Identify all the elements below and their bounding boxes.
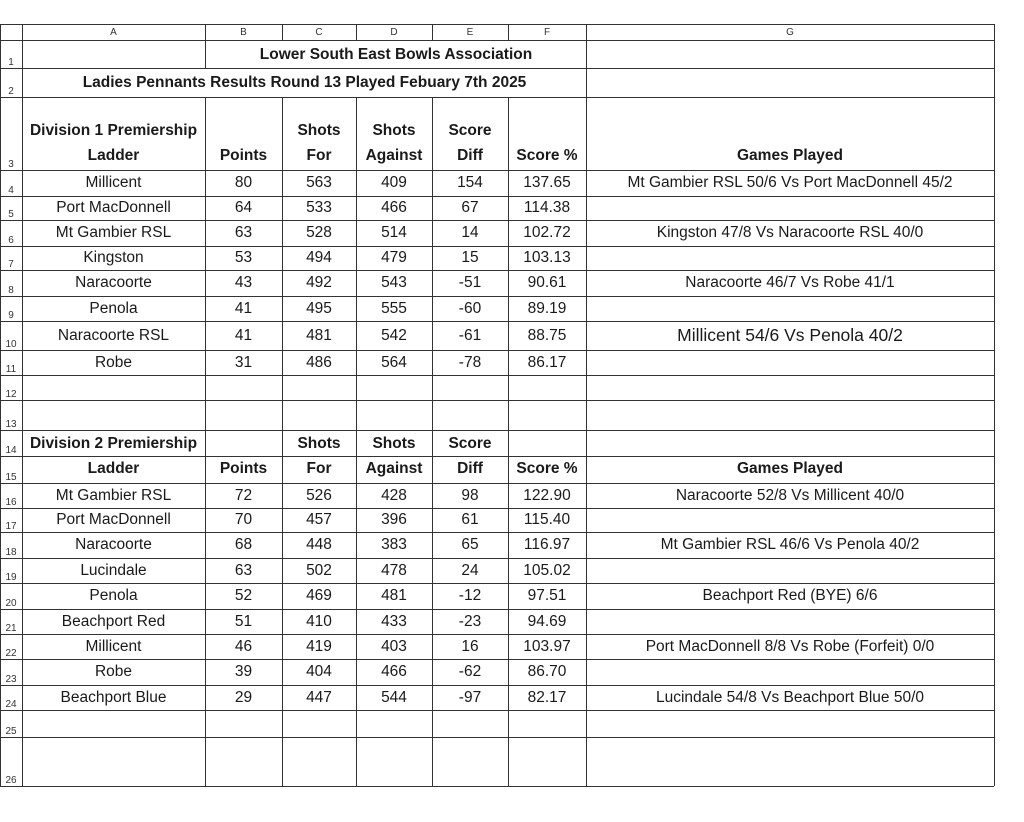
team-shots-for: 533 [306, 199, 332, 216]
row-header: 9 [8, 310, 14, 321]
column-header-c: C [315, 26, 323, 38]
row-header: 8 [8, 285, 14, 296]
col-score-diff-header [432, 435, 508, 483]
row-header: 16 [5, 497, 17, 508]
team-points: 68 [234, 536, 253, 553]
team-shots-for: 502 [306, 561, 332, 579]
grid-hline [0, 786, 994, 787]
team-name: Naracoorte [75, 536, 152, 553]
team-name: Mt Gambier RSL [55, 486, 172, 504]
col-points-header [205, 456, 282, 483]
team-name: Naracoorte [75, 274, 152, 291]
row-header: 3 [8, 159, 14, 170]
col-shots-for-header-line1: Shots [297, 435, 341, 452]
game-result: Kingston 47/8 Vs Naracoorte RSL 40/0 [656, 224, 924, 241]
grid-hline [0, 710, 994, 711]
col-score-diff-header-line1: Score [448, 435, 492, 452]
team-score-diff: 98 [461, 486, 479, 504]
team-shots-against: 403 [381, 637, 407, 655]
team-points: 29 [234, 688, 253, 706]
game-result: Naracoorte 52/8 Vs Millicent 40/0 [675, 486, 905, 504]
col-shots-against-header-line1: Shots [372, 122, 416, 139]
team-shots-against: 543 [381, 274, 407, 291]
grid-hline [0, 737, 994, 738]
games-played-header [586, 456, 994, 483]
team-score-diff: -78 [458, 353, 482, 371]
games-played-header-line2: Games Played [737, 147, 843, 164]
team-points: 63 [234, 561, 253, 579]
team-points: 63 [234, 224, 253, 241]
team-score-pct: 116.97 [523, 536, 571, 553]
row-header: 24 [5, 699, 17, 710]
team-shots-for: 404 [306, 663, 332, 680]
game-result: Millicent 54/6 Vs Penola 40/2 [677, 325, 903, 345]
team-name: Mt Gambier RSL [55, 224, 172, 241]
team-score-diff: 14 [461, 224, 479, 241]
team-score-pct: 103.97 [523, 637, 571, 655]
col-score-pct-header [508, 97, 586, 170]
team-score-pct: 94.69 [527, 612, 567, 630]
team-score-pct: 97.51 [527, 587, 567, 604]
team-score-diff: 154 [457, 174, 483, 191]
team-shots-against: 479 [381, 249, 407, 266]
sheet-title: Lower South East Bowls Association [206, 41, 586, 68]
col-shots-for-header-line2: For [306, 147, 332, 164]
team-points: 80 [234, 174, 253, 191]
col-score-pct-header-line2: Score % [516, 460, 578, 477]
row-header: 22 [5, 648, 17, 659]
team-shots-against: 428 [381, 486, 407, 504]
team-points: 52 [234, 587, 253, 604]
team-score-diff: -61 [458, 326, 482, 344]
team-points: 72 [234, 486, 253, 504]
row-header: 11 [5, 364, 17, 375]
team-score-diff: 65 [461, 536, 479, 553]
team-shots-against: 433 [381, 612, 407, 630]
game-result: Lucindale 54/8 Vs Beachport Blue 50/0 [656, 688, 924, 706]
col-shots-for-header [282, 97, 356, 170]
col-score-pct-header [508, 456, 586, 483]
team-shots-for: 447 [306, 688, 332, 706]
team-name: Penola [89, 587, 138, 604]
game-result: Mt Gambier RSL 46/6 Vs Penola 40/2 [660, 536, 920, 553]
team-name: Robe [94, 353, 133, 371]
col-score-pct-header-line2: Score % [516, 147, 578, 164]
column-header-a: A [110, 26, 117, 38]
team-shots-for: 419 [306, 637, 332, 655]
col-shots-for-header-line1: Shots [297, 122, 341, 139]
team-points: 70 [234, 511, 253, 528]
team-score-pct: 86.17 [527, 353, 567, 371]
team-score-pct: 114.38 [523, 199, 571, 216]
team-score-pct: 89.19 [527, 299, 567, 317]
team-score-diff: 16 [461, 637, 479, 655]
team-shots-for: 486 [306, 353, 332, 371]
division-heading-line1: Division 1 Premiership [29, 122, 198, 139]
team-score-diff: -23 [458, 612, 482, 630]
team-shots-against: 542 [381, 326, 407, 344]
division-heading-line2: Ladder [87, 460, 140, 477]
division-heading [22, 97, 205, 170]
team-shots-for: 494 [306, 249, 332, 266]
team-points: 31 [234, 353, 253, 371]
sheet-subtitle: Ladies Pennants Results Round 13 Played Febuary 7th 2025 [23, 69, 586, 97]
team-score-pct: 122.90 [523, 486, 571, 504]
col-points-header-line2: Points [219, 460, 268, 477]
team-shots-for: 481 [306, 326, 332, 344]
team-score-pct: 105.02 [523, 561, 571, 579]
team-name: Kingston [83, 249, 144, 266]
grid-vline [994, 24, 995, 786]
row-header: 10 [5, 339, 17, 350]
col-shots-for-header [282, 435, 356, 483]
team-points: 46 [234, 637, 253, 655]
games-played-header-line2: Games Played [737, 460, 843, 477]
game-result: Port MacDonnell 8/8 Vs Robe (Forfeit) 0/0 [645, 637, 935, 655]
team-score-pct: 86.70 [527, 663, 567, 680]
col-score-diff-header-line2: Diff [457, 147, 483, 164]
team-name: Port MacDonnell [56, 199, 171, 216]
team-shots-for: 469 [306, 587, 332, 604]
team-shots-against: 396 [381, 511, 407, 528]
team-score-pct: 90.61 [527, 274, 567, 291]
team-score-diff: 15 [461, 249, 479, 266]
col-shots-against-header [356, 435, 432, 483]
col-score-diff-header-line2: Diff [457, 460, 483, 477]
row-header: 20 [5, 598, 17, 609]
game-result: Mt Gambier RSL 50/6 Vs Port MacDonnell 45/2 [627, 174, 953, 191]
team-score-diff: -60 [458, 299, 482, 317]
team-points: 53 [234, 249, 253, 266]
division-heading [22, 435, 205, 483]
col-shots-against-header-line2: Against [365, 147, 423, 164]
row-header: 14 [5, 445, 17, 456]
division-heading-line1: Division 2 Premiership [29, 435, 198, 452]
team-shots-for: 448 [306, 536, 332, 553]
team-score-pct: 115.40 [523, 511, 571, 528]
col-points-header [205, 97, 282, 170]
division-heading-line2: Ladder [87, 147, 140, 164]
row-header: 1 [8, 57, 14, 68]
col-score-diff-header [432, 97, 508, 170]
column-header-g: G [786, 26, 794, 38]
team-score-diff: 24 [461, 561, 479, 579]
grid-hline [0, 375, 994, 376]
team-shots-for: 526 [306, 486, 332, 504]
team-name: Robe [94, 663, 133, 680]
row-header: 23 [5, 674, 17, 685]
team-points: 43 [234, 274, 253, 291]
row-header: 19 [5, 572, 17, 583]
team-score-diff: -62 [458, 663, 482, 680]
col-shots-against-header-line2: Against [365, 460, 423, 477]
row-header: 25 [5, 726, 17, 737]
row-header: 13 [5, 419, 17, 430]
col-shots-against-header [356, 97, 432, 170]
team-points: 41 [234, 326, 253, 344]
grid-hline [0, 400, 994, 401]
team-shots-against: 478 [381, 561, 407, 579]
team-score-pct: 102.72 [523, 224, 571, 241]
col-shots-for-header-line2: For [306, 460, 332, 477]
team-shots-against: 383 [381, 536, 407, 553]
team-shots-against: 555 [381, 299, 407, 317]
team-shots-against: 481 [381, 587, 407, 604]
team-shots-for: 563 [306, 174, 332, 191]
team-score-diff: -51 [458, 274, 482, 291]
row-header: 2 [8, 86, 14, 97]
team-score-diff: 61 [461, 511, 479, 528]
column-header-d: D [390, 26, 398, 38]
team-name: Beachport Blue [60, 688, 167, 706]
row-header: 21 [5, 623, 17, 634]
team-shots-for: 457 [306, 511, 332, 528]
team-score-pct: 82.17 [527, 688, 567, 706]
col-points-header-line2: Points [219, 147, 268, 164]
game-result: Naracoorte 46/7 Vs Robe 41/1 [685, 274, 895, 291]
row-header: 15 [5, 472, 17, 483]
team-score-diff: 67 [461, 199, 479, 216]
row-header: 18 [5, 547, 17, 558]
row-header: 17 [5, 521, 17, 532]
team-score-pct: 103.13 [523, 249, 571, 266]
team-name: Lucindale [80, 561, 147, 579]
row-header: 26 [5, 775, 17, 786]
team-shots-against: 544 [381, 688, 407, 706]
team-name: Port MacDonnell [56, 511, 171, 528]
team-shots-against: 514 [381, 224, 407, 241]
row-header: 6 [8, 235, 14, 246]
row-header: 12 [5, 389, 17, 400]
team-shots-against: 466 [381, 199, 407, 216]
game-result: Beachport Red (BYE) 6/6 [702, 587, 878, 604]
team-points: 64 [234, 199, 253, 216]
row-header: 7 [8, 259, 14, 270]
team-shots-against: 466 [381, 663, 407, 680]
column-header-b: B [240, 26, 247, 38]
row-header: 5 [8, 209, 14, 220]
row-header: 4 [8, 185, 14, 196]
col-score-diff-header-line1: Score [448, 122, 492, 139]
team-points: 51 [234, 612, 253, 630]
team-name: Millicent [85, 174, 142, 191]
team-points: 41 [234, 299, 253, 317]
team-score-diff: -12 [458, 587, 482, 604]
team-points: 39 [234, 663, 253, 680]
team-shots-for: 410 [306, 612, 332, 630]
team-name: Penola [89, 299, 138, 317]
team-shots-for: 528 [306, 224, 332, 241]
col-shots-against-header-line1: Shots [372, 435, 416, 452]
games-played-header [586, 97, 994, 170]
team-shots-for: 495 [306, 299, 332, 317]
team-name: Beachport Red [61, 612, 166, 630]
team-shots-for: 492 [306, 274, 332, 291]
team-score-pct: 137.65 [523, 174, 571, 191]
team-shots-against: 564 [381, 353, 407, 371]
team-score-diff: -97 [458, 688, 482, 706]
team-score-pct: 88.75 [527, 326, 567, 344]
column-header-f: F [543, 26, 551, 38]
column-header-e: E [466, 26, 474, 38]
team-name: Naracoorte RSL [57, 326, 170, 344]
team-name: Millicent [85, 637, 142, 655]
team-shots-against: 409 [381, 174, 407, 191]
